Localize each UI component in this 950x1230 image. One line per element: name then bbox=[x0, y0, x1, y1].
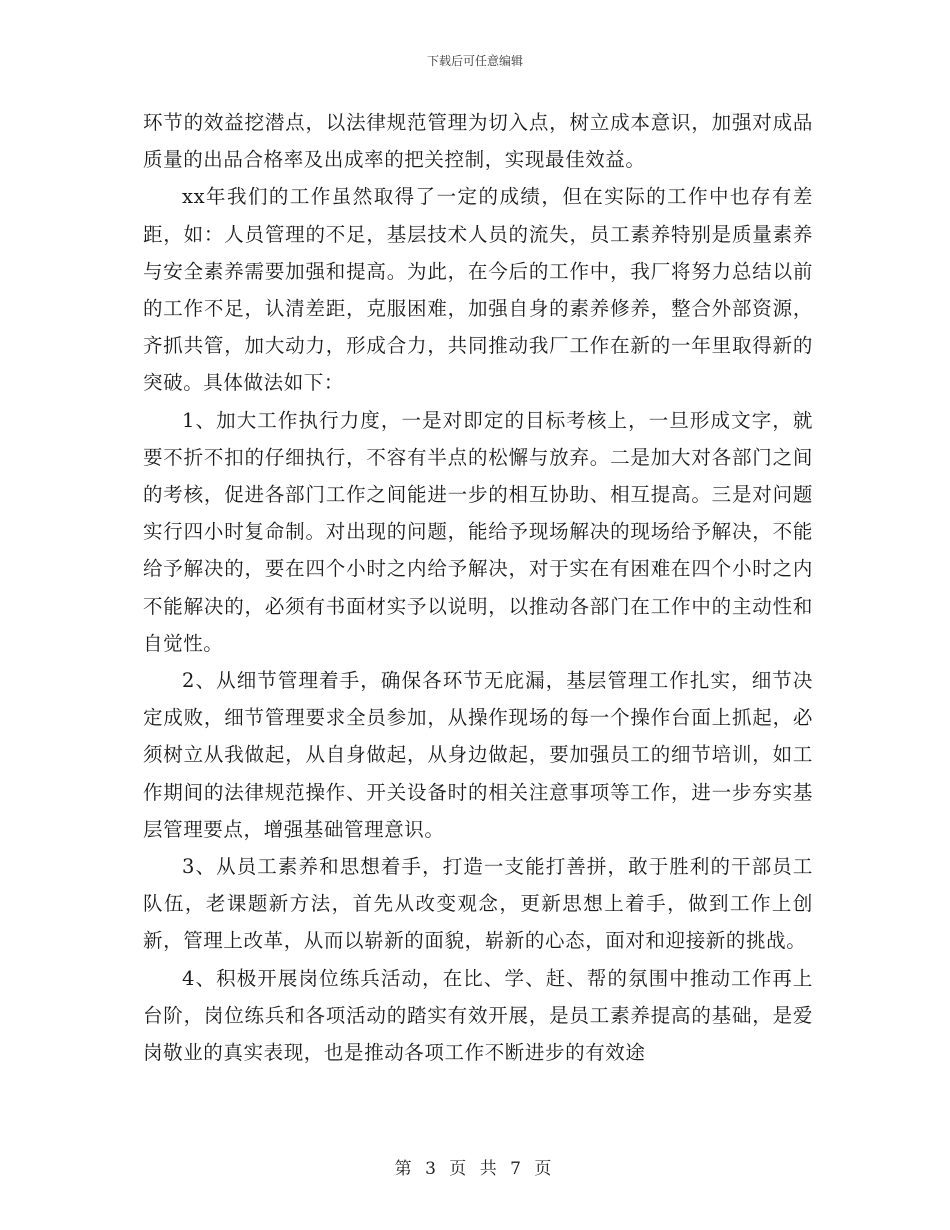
paragraph-continuation: 环节的效益挖潜点，以法律规范管理为切入点，树立成本意识，加强对成品质量的出品合格率及出成率的把关控制，实现最佳效益。 bbox=[143, 111, 813, 172]
paragraph-item-1: 1、加大工作执行力度，一是对即定的目标考核上，一旦形成文字，就要不折不扣的仔细执行，不容有半点的松懈与放弃。二是加大对各部门之间的考核，促进各部门工作之间能进一步的相互协助、相互提高。三是对问题实行四小时复命制。对出现的问题，能给予现场解决的现场给予解决，不能给予解决的，要在四个小时之内给予解决，对于实在有困难在四个小时之内不能解决的，必须有书面材实予以说明，以推动各部门在工作中的主动性和自觉性。 bbox=[143, 408, 813, 655]
paragraph-item-3: 3、从员工素养和思想着手，打造一支能打善拼，敢于胜利的干部员工队伍，老课题新方法，首先从改变观念，更新思想上着手，做到工作上创新，管理上改革，从而以崭新的面貌，崭新的心态，面对和迎接新的挑战。 bbox=[143, 855, 813, 953]
page-number: 第 3 页 共 7 页 bbox=[394, 1159, 556, 1179]
paragraph-summary: xx年我们的工作虽然取得了一定的成绩，但在实际的工作中也存有差距，如：人员管理的不足，基层技术人员的流失，员工素养特别是质量素养与安全素养需要加强和提高。为此，在今后的工作中，我厂将努力总结以前的工作不足，认清差距，克服困难，加强自身的素养修养，整合外部资源，齐抓共管，加大动力，形成合力，共同推动我厂工作在新的一年里取得新的突破。具体做法如下： bbox=[143, 185, 813, 395]
paragraph-item-2: 2、从细节管理着手，确保各环节无庇漏，基层管理工作扎实，细节决定成败，细节管理要求全员参加，从操作现场的每一个操作台面上抓起，必须树立从我做起，从自身做起，从身边做起，要加强员工的细节培训，如工作期间的法律规范操作、开关设备时的相关注意事项等工作，进一步夯实基层管理要点，增强基础管理意识。 bbox=[143, 669, 813, 841]
page-header: 下载后可任意编辑 bbox=[426, 54, 523, 68]
document-body bbox=[143, 104, 813, 1071]
paragraph-item-4: 4、积极开展岗位练兵活动，在比、学、赶、帮的氛围中推动工作再上台阶，岗位练兵和各项活动的踏实有效开展，是员工素养提高的基础，是爱岗敬业的真实表现，也是推动各项工作不断进步的有效途 bbox=[143, 966, 813, 1065]
